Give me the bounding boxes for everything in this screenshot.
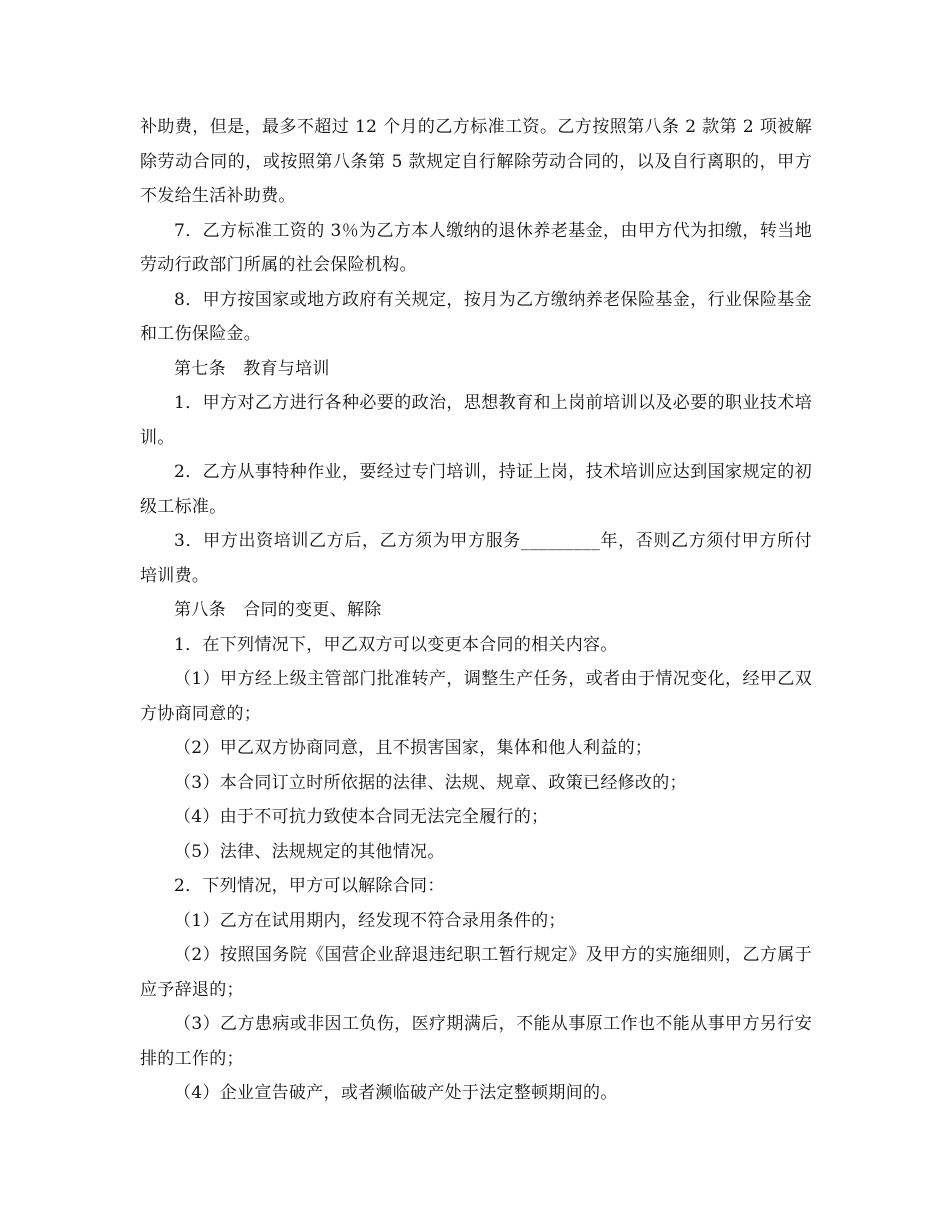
paragraph-article8-item1: 1．在下列情况下，甲乙双方可以变更本合同的相关内容。 <box>174 634 618 655</box>
paragraph-article8-item2-sub1: （1）乙方在试用期内，经发现不符合录用条件的； <box>174 910 566 931</box>
paragraph-article8-item2-sub3: （3）乙方患病或非因工负伤，医疗期满后，不能从事原工作也不能从事甲方另行安排的工作的； <box>140 1014 812 1069</box>
paragraph-article8-item1-sub4: （4）由于不可抗力致使本合同无法完全履行的； <box>174 807 549 827</box>
paragraph-article7-item2: 2．乙方从事特种作业，要经过专门培训，持证上岗，技术培训应达到国家规定的初级工标准。 <box>140 462 812 517</box>
paragraph-article8-item2-sub4: （4）企业宣告破产，或者濒临破产处于法定整顿期间的。 <box>174 1083 618 1103</box>
article7-heading: 第七条 教育与培训 <box>174 358 330 379</box>
paragraph-article7-item1: 1．甲方对乙方进行各种必要的政治，思想教育和上岗前培训以及必要的职业技术培训。 <box>140 393 812 448</box>
paragraph-article6-item8: 8．甲方按国家或地方政府有关规定，按月为乙方缴纳养老保险基金，行业保险基金和工伤保险金。 <box>140 289 812 344</box>
paragraph-article6-item7: 7．乙方标准工资的 3％为乙方本人缴纳的退休养老基金，由甲方代为扣缴，转当地劳动行政部门所属的社会保险机构。 <box>140 220 812 275</box>
paragraph-article8-item1-sub1: （1）甲方经上级主管部门批准转产，调整生产任务，或者由于情况变化，经甲乙双方协商同意的； <box>140 669 812 724</box>
paragraph-article8-item2: 2．下列情况，甲方可以解除合同： <box>174 876 445 896</box>
paragraph-article7-item3: 3．甲方出资培训乙方后，乙方须为甲方服务_________年，否则乙方须付甲方所付培训费。 <box>140 531 812 586</box>
paragraph-article8-item1-sub2: （2）甲乙双方协商同意，且不损害国家，集体和他人利益的； <box>174 738 653 758</box>
paragraph-article8-item1-sub5: （5）法律、法规规定的其他情况。 <box>174 841 445 862</box>
paragraph-article8-item1-sub3: （3）本合同订立时所依据的法律、法规、规章、政策已经修改的； <box>174 772 687 793</box>
paragraph-continued: 补助费，但是，最多不超过 12 个月的乙方标准工资。乙方按照第八条 2 款第 2 项被解除劳动合同的，或按照第八条第 5 款规定自行解除劳动合同的，以及自行离职的，甲方不发给生活补助费。 <box>140 117 812 206</box>
article8-heading: 第八条 合同的变更、解除 <box>174 600 382 620</box>
document-body <box>140 110 812 1111</box>
paragraph-article8-item2-sub2: （2）按照国务院《国营企业辞退违纪职工暂行规定》及甲方的实施细则，乙方属于应予辞退的； <box>140 945 812 1000</box>
